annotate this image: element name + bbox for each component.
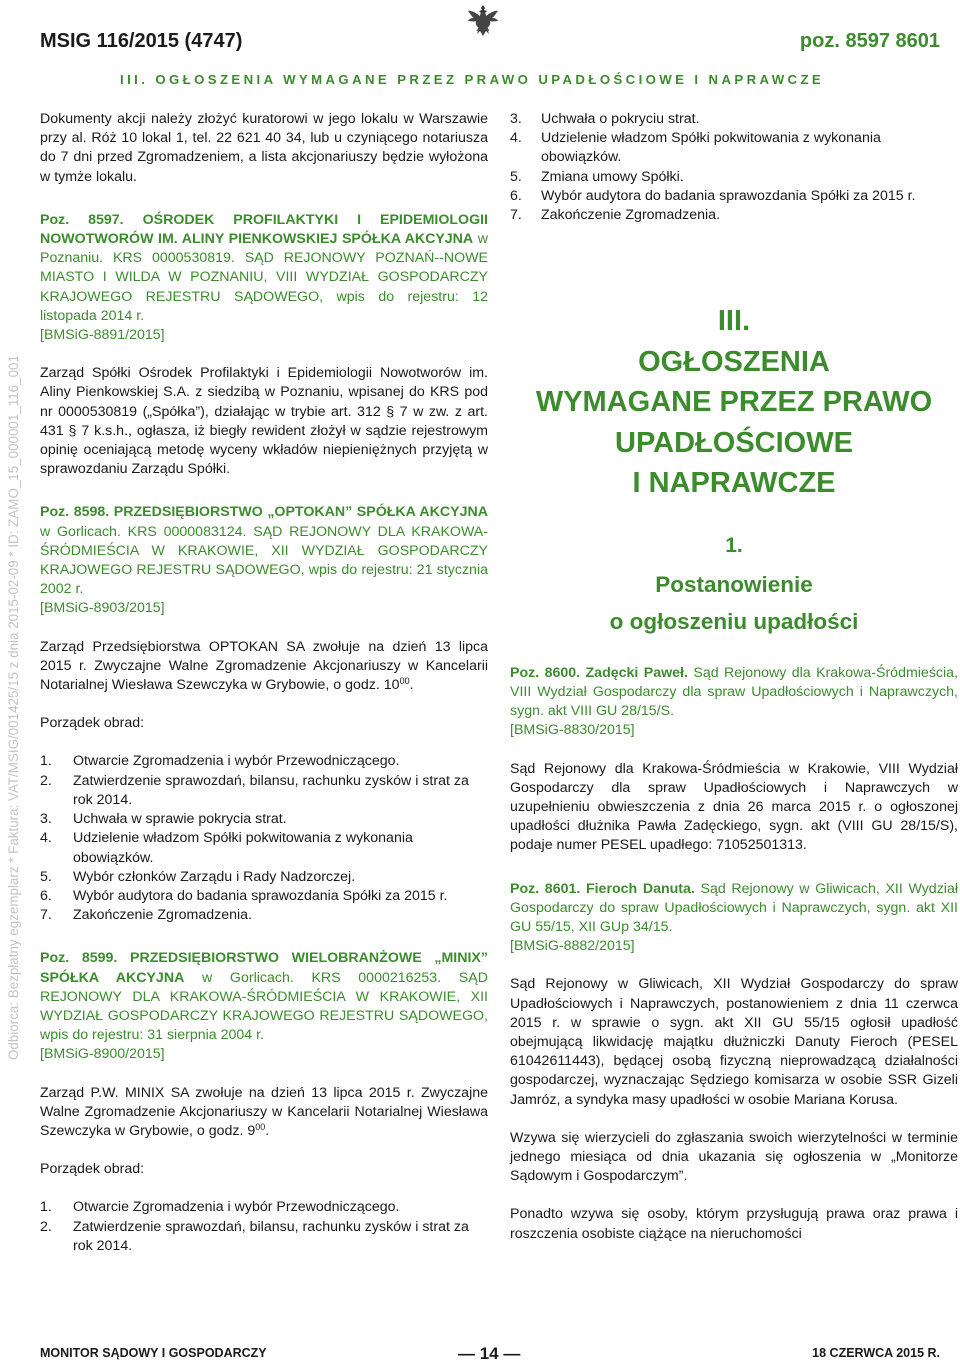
entity-8598: PRZEDSIĘBIORSTWO „OPTOKAN” SPÓŁKA AKCYJNA [113,504,488,521]
agenda-item-text: Zmiana umowy Spółki. [541,168,684,185]
body-8599 [40,1084,488,1142]
section-heading [510,301,958,504]
entity-8599: PRZEDSIĘBIORSTWO WIELOBRANŻOWE „MINIX” SPÓŁKA AKCYJNA [40,950,488,986]
agenda-item [40,868,488,887]
hour-sup-8598: 00 [399,676,410,687]
agenda-item-number: 1. [40,1199,52,1216]
subsection-number: 1. [725,533,743,557]
notice-8601-heading [510,880,958,938]
agenda-item-text: Zatwierdzenie sprawozdań, bilansu, rachunku zysków i strat za rok 2014. [73,772,469,808]
agenda-item-text: Uchwała w sprawie pokrycia strat. [73,811,287,828]
page-number: — 14 — [458,1344,521,1363]
agenda-item [40,1218,488,1256]
agenda-item [40,906,488,925]
agenda-item-text: Zakończenie Zgromadzenia. [73,907,253,924]
agenda-item [510,187,958,206]
section-heading-line: OGŁOSZENIA [638,345,830,378]
subsection-title-line: o ogłoszeniu upadłości [609,608,859,634]
ref-8598: [BMSiG-8903/2015] [40,600,165,617]
section-title: III. OGŁOSZENIA WYMAGANE PRZEZ PRAWO UPADŁOŚCIOWE I NAPRAWCZE [120,72,825,87]
agenda-item-text: Wybór audytora do badania sprawozdania Spółki za 2015 r. [73,887,448,904]
entity-8600: Zadęcki Paweł. [585,664,688,681]
agenda-item [40,752,488,771]
agenda-item [40,887,488,906]
registry-8599: w Gorlicach. KRS 0000216253. SĄD REJONOWY DLA KRAKOWA-ŚRÓDMIEŚCIA W KRAKOWIE, XII WYDZIAŁ GOSPODARCZY KRAJOWEGO REJESTRU SĄDOWEGO, wpis do rejestru: 31 sierpnia 2004 r. [40,969,488,1044]
registry-8597: w Poznaniu. KRS 0000530819. SĄD REJONOWY POZNAŃ--NOWE MIASTO I WILDA W POZNANIU, VIII WYDZIAŁ GOSPODARCZY KRAJOWEGO REJESTRU SĄDOWEGO, wpis do rejestru: 12 listopada 2014 r. [40,231,488,324]
subsection-title [510,566,958,640]
body-8601-3: Ponadto wzywa się osoby, którym przysługują prawa oraz prawa i roszczenia osobiste ciążące na nieruchomości [510,1206,958,1242]
body-8600: Sąd Rejonowy dla Krakowa-Śródmieścia w Krakowie, VIII Wydział Gospodarczy dla spraw Upadłościowych i Naprawczych w uzupełnieniu obwieszczenia z dnia 26 marca 2015 r. o ogłoszonej upadłości dłużnika Pawła Zadęckiego, sygn. akt (VIII GU 28/15/S), podaje numer PESEL upadłego: 71052501313. [510,760,958,854]
agenda-item-text: Zakończenie Zgromadzenia. [541,207,721,224]
right-column [510,110,958,1244]
agenda-item [40,1198,488,1217]
body-8598-end: . [409,677,414,694]
body-8601-1: Sąd Rejonowy w Gliwicach, XII Wydział Gospodarczy do spraw Upadłościowych i Naprawczych, postanowieniem z dnia 11 czerwca 2015 r. w sprawie o sygn. akt XII GU 55/15 ogłosił upadłość obejmującą likwidację majątku dłużniczki Danuty Fieroch (PESEL 61042611443), będącej osobą fizyczną nieprowadzącą działalności gospodarczej, wyznaczając Sędziego komisarza w osobie SSR Gizeli Jamróz, a syndyka masy upadłości w osobie Mariana Korusa. [510,976,958,1108]
agenda-item [510,110,958,129]
body-8597: Zarząd Spółki Ośrodek Profilaktyki i Epidemiologii Nowotworów im. Aliny Pienkowskiej S.A. z siedzibą w Poznaniu, wpisanej do KRS pod nr 0000530819 („Spółka”), działając w trybie art. 312 § 7 w zw. z art. 431 § 7 k.s.h., ogłasza, iż biegły rewident złożył w sądzie rejestrowym opinię oceniającą metodę wyceny wkładów niepieniężnych przyjętą w sprawozdaniu Zarządu Spółki. [40,365,488,478]
poz-8599: Poz. 8599. [40,950,118,967]
ref-8601: [BMSiG-8882/2015] [510,938,635,955]
poz-8597: Poz. 8597. [40,211,124,228]
agenda-item-number: 5. [510,168,522,185]
agenda-title-8598: Porządek obrad: [40,715,145,732]
agenda-item-text: Udzielenie władzom Spółki pokwitowania z wykonania obowiązków. [541,130,881,166]
section-heading-line: III. [717,305,751,338]
hour-sup-8599: 00 [255,1121,266,1132]
section-heading-line: UPADŁOŚCIOWE [615,426,853,459]
ref-8597: [BMSiG-8891/2015] [40,327,165,344]
agenda-item-number: 4. [510,130,522,147]
journal-issue: MSIG 116/2015 (4747) [40,30,243,52]
registry-8598: w Gorlicach. KRS 0000083124. SĄD REJONOWY DLA KRAKOWA-ŚRÓDMIEŚCIA W KRAKOWIE, XII WYDZIAŁ GOSPODARCZY KRAJOWEGO REJESTRU SĄDOWEGO, wpis do rejestru: 21 stycznia 2002 r. [40,523,488,598]
section-heading-line: WYMAGANE PRZEZ PRAWO [535,386,933,419]
agenda-item [40,810,488,829]
notice-8597-heading [40,211,488,326]
poz-8600: Poz. 8600. [510,664,581,681]
agenda-continued [510,110,958,225]
agenda-8598 [40,752,488,925]
subsection-title-line: Postanowienie [655,571,813,597]
agenda-item-text: Wybór członków Zarządu i Rady Nadzorczej. [73,868,356,885]
ref-8599: [BMSiG-8900/2015] [40,1046,165,1063]
agenda-item-number: 3. [40,811,52,828]
agenda-item-text: Uchwała o pokryciu strat. [541,111,700,127]
agenda-item-text: Otwarcie Zgromadzenia i wybór Przewodniczącego. [73,1199,400,1216]
agenda-item-number: 5. [40,868,52,885]
left-column [40,110,488,1256]
recipient-watermark: Odbiorca: Bezpłatny egzemplarz * Faktura: VAT/MSIG/001425/15 z dnia 2015-02-09 * ID: ZAMO_15_000001_116_001 [6,355,21,1060]
court-8601: Sąd Rejonowy w Gliwicach, XII Wydział Gospodarczy do spraw Upadłościowych i Naprawczych, sygn. akt XII GU 55/15, XII GUp 34/15. [510,880,958,935]
agenda-item-number: 2. [40,1218,52,1235]
notice-8599-heading [40,949,488,1045]
notice-8598-heading [40,503,488,599]
agenda-item-number: 1. [40,753,52,770]
agenda-item-text: Otwarcie Zgromadzenia i wybór Przewodniczącego. [73,753,400,770]
notice-8600-heading [510,664,958,722]
body-8599-end: . [265,1122,270,1139]
agenda-item [510,168,958,187]
body-8598-text: Zarząd Przedsiębiorstwa OPTOKAN SA zwołuje na dzień 13 lipca 2015 r. Zwyczajne Walne Zgromadzenie Akcjonariuszy w Kancelarii Notarialnej Wiesława Szewczyka w Grybowie, o godz. 10 [40,638,488,694]
intro-paragraph: Dokumenty akcji należy złożyć kuratorowi w jego lokalu w Warszawie przy al. Róż 10 lokal 1, tel. 22 621 40 34, lub u czyniącego notariusza do 7 dni przed Zgromadzeniem, a lista akcjonariuszy będzie wyłożona w tymże lokalu. [40,111,488,185]
entity-8597: OŚRODEK PROFILAKTYKI I EPIDEMIOLOGII NOWOTWORÓW IM. ALINY PIENKOWSKIEJ SPÓŁKA AKCYJNA [40,211,488,248]
agenda-item-number: 7. [510,207,522,224]
agenda-8599 [40,1198,488,1256]
agenda-title-8599: Porządek obrad: [40,1161,145,1178]
polish-eagle-icon [466,2,500,42]
ref-8600: [BMSiG-8830/2015] [510,722,635,739]
agenda-item-text: Udzielenie władzom Spółki pokwitowania z wykonania obowiązków. [73,830,413,866]
agenda-item-number: 3. [510,111,522,127]
footer-date: 18 CZERWCA 2015 R. [812,1346,940,1360]
body-8598 [40,638,488,696]
agenda-item [510,129,958,167]
agenda-item-number: 6. [510,187,522,204]
poz-8601: Poz. 8601. [510,880,581,897]
agenda-item-number: 7. [40,907,52,924]
entity-8601: Fieroch Danuta. [585,880,695,897]
footer-publication: MONITOR SĄDOWY I GOSPODARCZY [40,1346,267,1360]
body-8599-text: Zarząd P.W. MINIX SA zwołuje na dzień 13 lipca 2015 r. Zwyczajne Walne Zgromadzenie Akcjonariuszy w Kancelarii Notarialnej Wiesława Szewczyka w Grybowie, o godz. 9 [40,1084,488,1139]
agenda-item-text: Zatwierdzenie sprawozdań, bilansu, rachunku zysków i strat za rok 2014. [73,1218,469,1254]
agenda-item-number: 4. [40,830,52,847]
agenda-item-text: Wybór audytora do badania sprawozdania Spółki za 2015 r. [541,187,916,204]
agenda-item [510,206,958,225]
position-range: poz. 8597 8601 [799,30,940,52]
section-heading-line: I NAPRAWCZE [632,467,836,500]
agenda-item-number: 2. [40,772,52,789]
body-8601-2: Wzywa się wierzycieli do zgłaszania swoich wierzytelności w terminie jednego miesiąca od dnia ukazania się ogłoszenia w „Monitorze Sądowym i Gospodarczym”. [510,1129,958,1185]
agenda-item [40,772,488,810]
agenda-item-number: 6. [40,887,52,904]
poz-8598: Poz. 8598. [40,504,110,521]
court-8600: Sąd Rejonowy dla Krakowa-Śródmieścia, VIII Wydział Gospodarczy dla spraw Upadłościowych i Naprawczych, sygn. akt VIII GU 28/15/S. [510,664,958,720]
agenda-item [40,829,488,867]
